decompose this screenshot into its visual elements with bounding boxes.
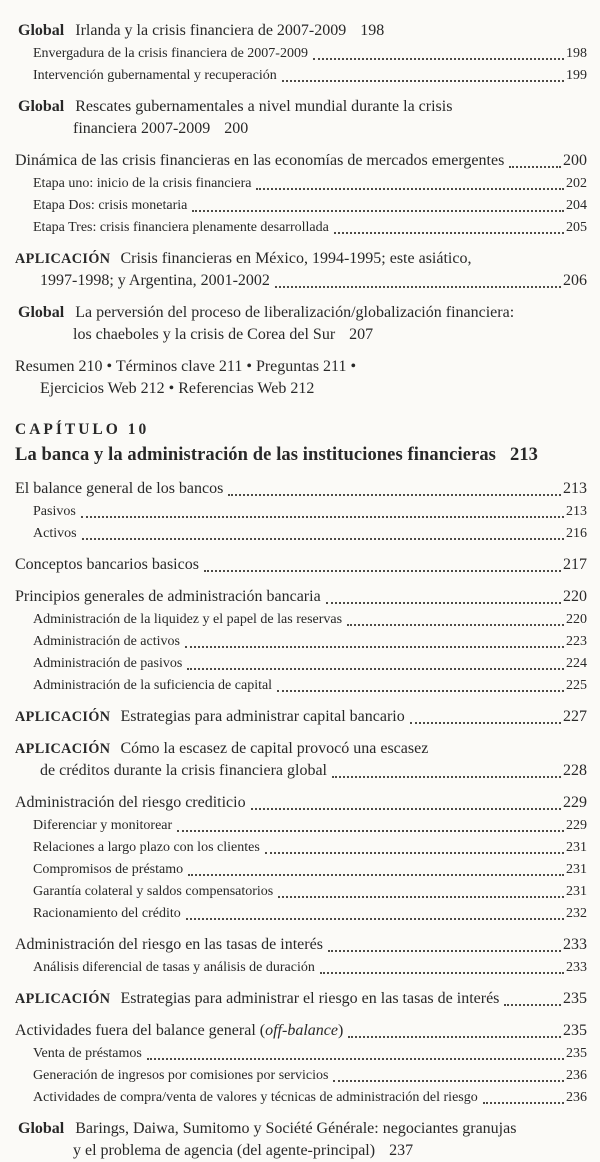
chapter-title-text: La banca y la administración de las instituciones financieras [15,445,496,465]
dot-leader [313,58,564,60]
entry-line [0,150,587,172]
toc-entry-main [0,1020,587,1042]
toc-entry-sub [0,958,587,978]
entry-text: Pasivos [33,504,76,519]
page-number: 216 [566,526,587,541]
entry-line [0,958,587,978]
toc-entry-sub [0,676,587,696]
dot-leader [147,1058,564,1060]
page-number: 235 [563,1022,587,1039]
summary-line: Resumen 210 • Términos clave 211 • Preguntas 211 • [15,358,357,375]
page-number: 205 [566,220,587,235]
entry-line [0,66,587,86]
dot-leader [185,646,564,648]
entry-text: Actividades de compra/venta de valores y técnicas de administración del riesgo [33,1090,478,1105]
entry-text: Diferenciar y monitorear [33,818,173,833]
entry-text: El balance general de los bancos [15,480,224,497]
toc-entry-sub [0,860,587,880]
dot-leader [332,776,561,778]
entry-line [0,174,587,194]
page-number: 233 [563,936,587,953]
page-number: 227 [563,708,587,725]
entry-line [0,478,587,500]
chapter-heading [0,420,587,468]
entry-text: Principios generales de administración bancaria [15,588,321,605]
dot-leader [277,690,564,692]
toc-entry-main [0,792,587,814]
page-number: 224 [566,656,587,671]
entry-label: APLICACIÓN [15,709,111,725]
entry-text-part: off-balance [265,1022,338,1039]
toc-entry-sub [0,632,587,652]
toc-entry-application [0,988,587,1010]
toc-entry-sub [0,654,587,674]
page-number: 235 [566,1046,587,1061]
page-number: 228 [563,762,587,779]
dot-leader [177,830,564,832]
entry-text: Etapa uno: inicio de la crisis financiera [33,176,252,191]
entry-line [0,760,587,782]
toc-entry-sub [0,174,587,194]
toc-entry-sub [0,524,587,544]
dot-leader [328,950,561,952]
entry-line [0,502,587,522]
summary-line: Ejercicios Web 212 • Referencias Web 212 [40,380,315,397]
entry-text: Cómo la escasez de capital provocó una escasez [120,740,429,757]
toc-entry-main [0,934,587,956]
entry-text: Relaciones a largo plazo con los clientes [33,840,260,855]
dot-leader [320,972,564,974]
dot-leader [192,210,564,212]
toc-entry-main [0,478,587,500]
page-number: 225 [566,678,587,693]
toc-entry-sub [0,196,587,216]
toc-entry-sub [0,1066,587,1086]
page-number: 198 [360,22,385,39]
page-number: 229 [566,818,587,833]
entry-text: financiera 2007-2009 [73,120,211,137]
page-number: 213 [563,480,587,497]
entry-line [0,1088,587,1108]
entry-line [0,1066,587,1086]
toc-entry-summary [0,356,587,400]
entry-text: Garantía colateral y saldos compensatorios [33,884,274,899]
toc-entry-global [0,96,587,140]
page-number: 231 [566,840,587,855]
entry-line [0,586,587,608]
entry-text: Compromisos de préstamo [33,862,184,877]
entry-line [0,196,587,216]
entry-line [0,96,587,118]
page-number: 199 [566,68,587,83]
dot-leader [334,232,564,234]
entry-text: Racionamiento del crédito [33,906,181,921]
entry-line [0,302,587,324]
dot-leader [504,1004,561,1006]
page-number: 200 [563,152,587,169]
toc-entry-application [0,248,587,292]
dot-leader [348,1036,561,1038]
entry-text: Crisis financieras en México, 1994-1995; este asiático, [120,250,472,267]
page-number: 235 [563,990,587,1007]
entry-text: Administración de la suficiencia de capital [33,678,273,693]
entry-text-part: Actividades fuera del balance general ( [15,1022,266,1039]
chapter-number: CAPÍTULO 10 [15,421,150,438]
dot-leader [333,1080,564,1082]
toc-entry-sub [0,838,587,858]
toc-entry-main [0,150,587,172]
entry-text: 1997-1998; y Argentina, 2001-2002 [40,272,270,289]
page-number: 236 [566,1068,587,1083]
entry-line [0,20,587,42]
entry-line [0,904,587,924]
toc-entry-sub [0,882,587,902]
entry-text: Administración del riesgo en las tasas de interés [15,936,323,953]
toc-entry-sub [0,44,587,64]
page-number: 220 [566,612,587,627]
entry-line [0,610,587,630]
toc-entry-sub [0,816,587,836]
toc-entries [0,20,587,1162]
dot-leader [282,80,564,82]
page-number: 202 [566,176,587,191]
entry-text [15,1020,343,1042]
entry-line [0,676,587,696]
entry-text: Venta de préstamos [33,1046,142,1061]
entry-label: Global [18,22,65,39]
toc-entry-main [0,554,587,576]
entry-text: Administración de pasivos [33,656,183,671]
page-number: 213 [509,445,539,465]
page-number: 198 [566,46,587,61]
entry-text: Administración de la liquidez y el papel de las reservas [33,612,343,627]
page-number: 236 [566,1090,587,1105]
entry-text: Etapa Tres: crisis financiera plenamente desarrollada [33,220,329,235]
dot-leader [188,874,564,876]
toc-entry-sub [0,610,587,630]
entry-text: Conceptos bancarios basicos [15,556,199,573]
entry-line [0,218,587,238]
toc-entry-application [0,738,587,782]
entry-line [0,1020,587,1042]
page-number: 206 [563,272,587,289]
entry-text: Generación de ingresos por comisiones por servicios [33,1068,329,1083]
entry-line [0,706,587,728]
toc-entry-global [0,20,587,42]
dot-leader [204,570,561,572]
dot-leader [251,808,561,810]
entry-text: Irlanda y la crisis financiera de 2007-2009 [75,22,347,39]
entry-label: APLICACIÓN [15,991,111,1007]
dot-leader [256,188,564,190]
entry-line [0,816,587,836]
entry-line [0,882,587,902]
entry-label: Global [18,98,65,115]
entry-line [0,1044,587,1064]
page-number: 233 [566,960,587,975]
entry-text: Etapa Dos: crisis monetaria [33,198,188,213]
entry-text: y el problema de agencia (del agente-principal) [73,1142,376,1159]
dot-leader [187,668,564,670]
dot-leader [278,896,564,898]
entry-text: Rescates gubernamentales a nivel mundial durante la crisis [75,98,453,115]
entry-text: Administración del riesgo crediticio [15,794,246,811]
toc-entry-sub [0,218,587,238]
entry-line [0,934,587,956]
entry-line [0,270,587,292]
page-number: 204 [566,198,587,213]
entry-line [0,248,587,270]
entry-label: APLICACIÓN [15,251,111,267]
entry-text: Activos [33,526,77,541]
entry-label: Global [18,1120,65,1137]
entry-text: Envergadura de la crisis financiera de 2007-2009 [33,46,308,61]
entry-text: Dinámica de las crisis financieras en las economías de mercados emergentes [15,152,505,169]
entry-line [0,738,587,760]
toc-entry-sub [0,66,587,86]
chapter-title [15,442,587,468]
page-number: 213 [566,504,587,519]
dot-leader [82,538,564,540]
entry-label: Global [18,304,65,321]
entry-line [0,524,587,544]
dot-leader [347,624,564,626]
toc-entry-global [0,1118,587,1162]
page-number: 237 [389,1142,414,1159]
page-number: 231 [566,884,587,899]
dot-leader [275,286,561,288]
toc-entry-sub [0,1088,587,1108]
entry-line [0,654,587,674]
entry-text: La perversión del proceso de liberalización/globalización financiera: [75,304,515,321]
page-number: 220 [563,588,587,605]
page-number: 223 [566,634,587,649]
toc-entry-global [0,302,587,346]
page-number: 217 [563,556,587,573]
entry-text: Administración de activos [33,634,180,649]
toc-entry-main [0,586,587,608]
toc-entry-sub [0,502,587,522]
entry-text: Barings, Daiwa, Sumitomo y Société Générale: negociantes granujas [75,1120,517,1137]
entry-line [0,792,587,814]
entry-line [0,632,587,652]
entry-text: Intervención gubernamental y recuperación [33,68,277,83]
dot-leader [483,1102,564,1104]
entry-text: Estrategias para administrar capital bancario [120,708,405,725]
dot-leader [186,918,564,920]
dot-leader [509,166,561,168]
entry-text: Análisis diferencial de tasas y análisis de duración [33,960,315,975]
toc-entry-application [0,706,587,728]
entry-label: APLICACIÓN [15,741,111,757]
dot-leader [410,722,561,724]
page-number: 229 [563,794,587,811]
dot-leader [81,516,564,518]
entry-line [0,1118,587,1140]
entry-text: los chaeboles y la crisis de Corea del Sur [73,326,336,343]
dot-leader [265,852,564,854]
entry-text-part: ) [337,1022,344,1039]
entry-line [0,860,587,880]
entry-text: de créditos durante la crisis financiera global [40,762,327,779]
entry-text: Estrategias para administrar el riesgo en las tasas de interés [120,990,500,1007]
entry-line [0,554,587,576]
dot-leader [228,494,561,496]
toc-entry-sub [0,904,587,924]
page-number: 231 [566,862,587,877]
page-number: 200 [224,120,249,137]
entry-line [0,118,587,140]
toc-entry-sub [0,1044,587,1064]
entry-line [0,44,587,64]
entry-line [0,324,587,346]
page-number: 232 [566,906,587,921]
entry-line [0,838,587,858]
dot-leader [326,602,561,604]
page-number: 207 [349,326,374,343]
entry-line [0,988,587,1010]
entry-line [0,1140,587,1162]
